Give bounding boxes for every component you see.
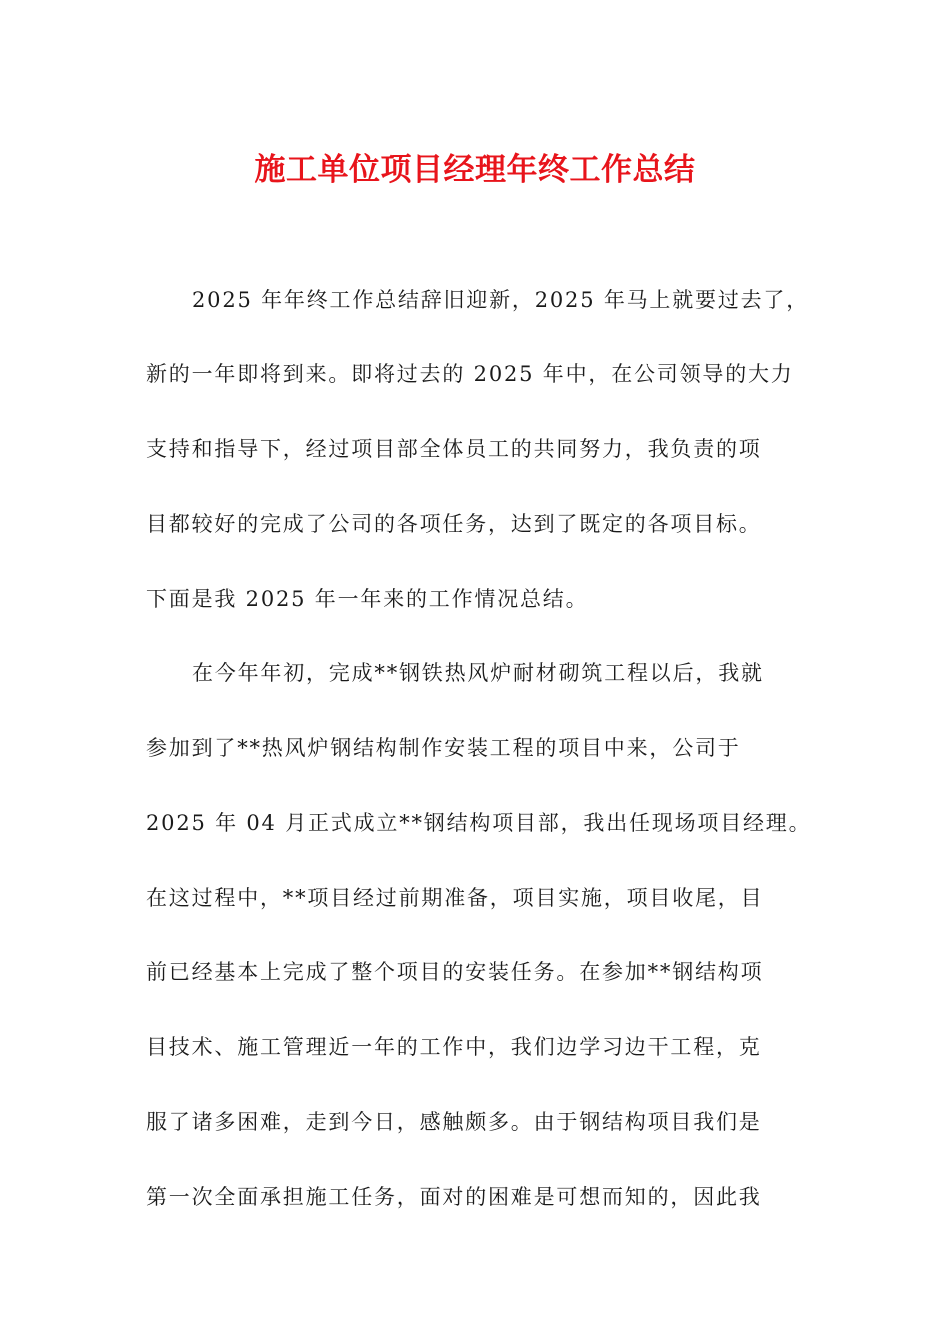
body-line: 在今年年初，完成**钢铁热风炉耐材砌筑工程以后，我就 <box>192 661 764 685</box>
body-line: 服了诸多困难，走到今日，感触颇多。由于钢结构项目我们是 <box>146 1110 762 1134</box>
body-line: 参加到了**热风炉钢结构制作安装工程的项目中来，公司于 <box>146 736 741 760</box>
body-line: 在这过程中，**项目经过前期准备，项目实施，项目收尾，目 <box>146 886 764 910</box>
body-line: 新的一年即将到来。即将过去的 2025 年中，在公司领导的大力 <box>146 362 794 386</box>
body-line: 2025 年年终工作总结辞旧迎新，2025 年马上就要过去了， <box>192 288 810 312</box>
body-line: 目技术、施工管理近一年的工作中，我们边学习边干工程，克 <box>146 1035 762 1059</box>
body-line: 第一次全面承担施工任务，面对的困难是可想而知的，因此我 <box>146 1185 762 1209</box>
body-line: 2025 年 04 月正式成立**钢结构项目部，我出任现场项目经理。 <box>146 811 812 835</box>
document-title: 施工单位项目经理年终工作总结 <box>254 152 696 188</box>
body-line: 下面是我 2025 年一年来的工作情况总结。 <box>146 587 589 611</box>
body-line: 目都较好的完成了公司的各项任务，达到了既定的各项目标。 <box>146 512 762 536</box>
body-line: 支持和指导下，经过项目部全体员工的共同努力，我负责的项 <box>146 437 762 461</box>
body-line: 前已经基本上完成了整个项目的安装任务。在参加**钢结构项 <box>146 960 764 984</box>
